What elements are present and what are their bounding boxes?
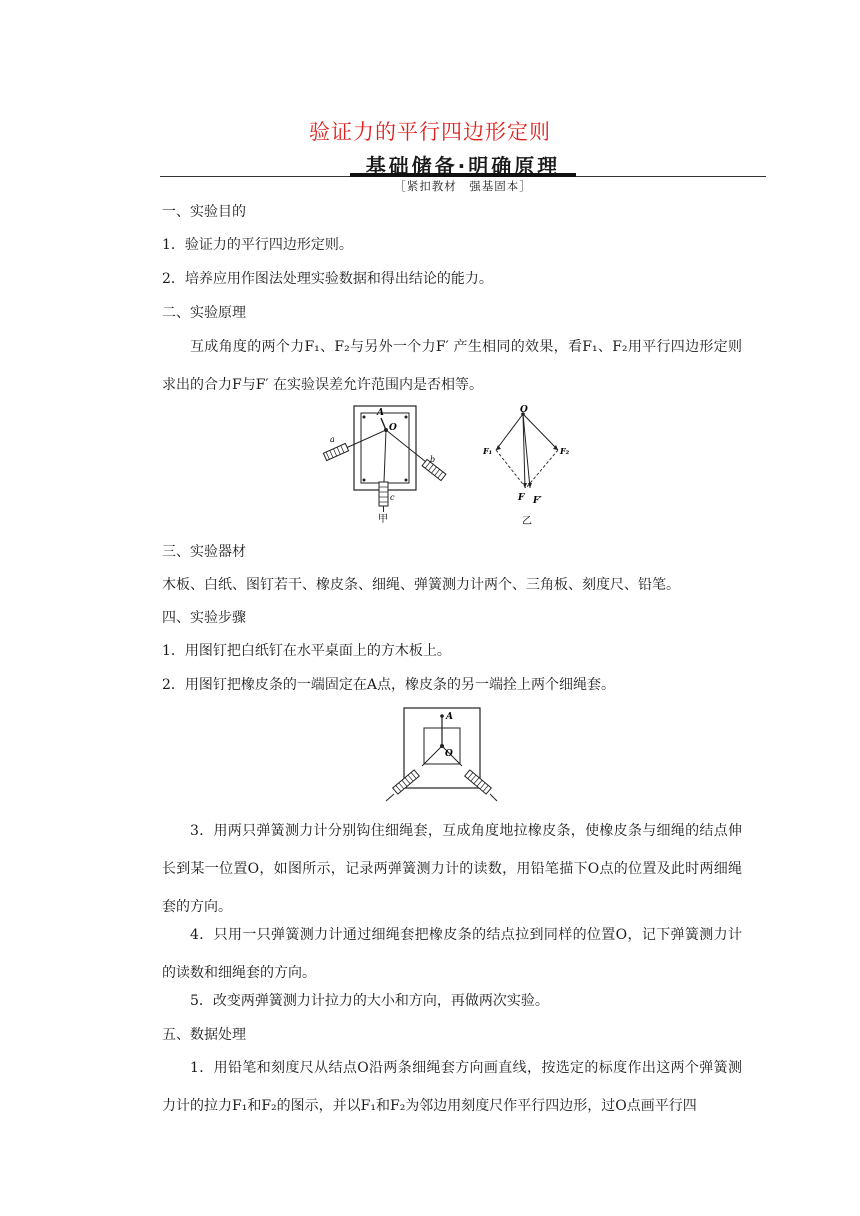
- label-F2: F₂: [560, 446, 570, 456]
- step-3: 3．用两只弹簧测力计分别钩住细绳套，互成角度地拉橡皮条，使橡皮条与细绳的结点伸长到某一位置O，如图所示，记录两弹簧测力计的读数，用铅笔描下O点的位置及此时两细绳套的方向。: [162, 823, 742, 915]
- label-Fprime: F′: [533, 496, 542, 506]
- step-1: 1．用图钉把白纸钉在水平桌面上的方木板上。: [162, 643, 451, 659]
- principle-paragraph: 互成角度的两个力F₁、F₂与另外一个力F′ 产生相同的效果，看F₁、F₂用平行四边形定则求出的合力F与F′ 在实验误差允许范围内是否相等。: [162, 339, 742, 393]
- label-F1: F₁: [483, 446, 493, 456]
- heading-principle: 二、实验原理: [162, 305, 246, 321]
- equipment-list: 木板、白纸、图钉若干、橡皮条、细绳、弹簧测力计两个、三角板、刻度尺、铅笔。: [162, 577, 680, 593]
- banner-underline: [350, 173, 576, 177]
- label-A: A: [377, 408, 384, 418]
- heading-data-processing: 五、数据处理: [162, 1027, 246, 1043]
- heading-equipment: 三、实验器材: [162, 544, 246, 560]
- step-2: 2．用图钉把橡皮条的一端固定在A点，橡皮条的另一端拴上两个细绳套。: [162, 677, 616, 693]
- purpose-item-1: 1．验证力的平行四边形定则。: [162, 237, 353, 253]
- fig2-label-O: O: [445, 749, 453, 759]
- banner-title: 基础储备·明确原理: [350, 150, 576, 176]
- page-title: 验证力的平行四边形定则: [309, 120, 551, 144]
- banner-subtitle: ［紧扣教材 强基固本］: [394, 179, 532, 193]
- step-4: 4．只用一只弹簧测力计通过细绳套把橡皮条的结点拉到同样的位置O，记下弹簧测力计的读数和细绳套的方向。: [162, 927, 742, 981]
- label-O: O: [389, 423, 397, 433]
- label-O-force: O: [520, 405, 528, 415]
- principle-figure: [318, 404, 588, 530]
- heading-purpose: 一、实验目的: [162, 204, 246, 220]
- heading-steps: 四、实验步骤: [162, 610, 246, 626]
- force-diagram: [482, 405, 570, 527]
- label-b: b: [430, 455, 436, 464]
- section-banner: [160, 150, 766, 196]
- step-5: 5．改变两弹簧测力计拉力的大小和方向，再做两次实验。: [190, 993, 549, 1009]
- label-a: a: [330, 435, 335, 444]
- purpose-item-2: 2．培养应用作图法处理实验数据和得出结论的能力。: [162, 271, 493, 287]
- apparatus-diagram: [323, 406, 446, 525]
- data-item-1: 1．用铅笔和刻度尺从结点O沿两条细绳套方向画直线，按选定的标度作出这两个弹簧测力计的拉力F₁和F₂的图示，并以F₁和F₂为邻边用刻度尺作平行四边形，过O点画平行四: [162, 1060, 742, 1114]
- caption-yi: 乙: [522, 516, 532, 527]
- steps-figure: [378, 706, 498, 804]
- fig2-label-A: A: [446, 712, 453, 722]
- label-c: c: [390, 493, 395, 502]
- caption-jia: 甲: [378, 514, 388, 525]
- label-F: F: [518, 493, 525, 503]
